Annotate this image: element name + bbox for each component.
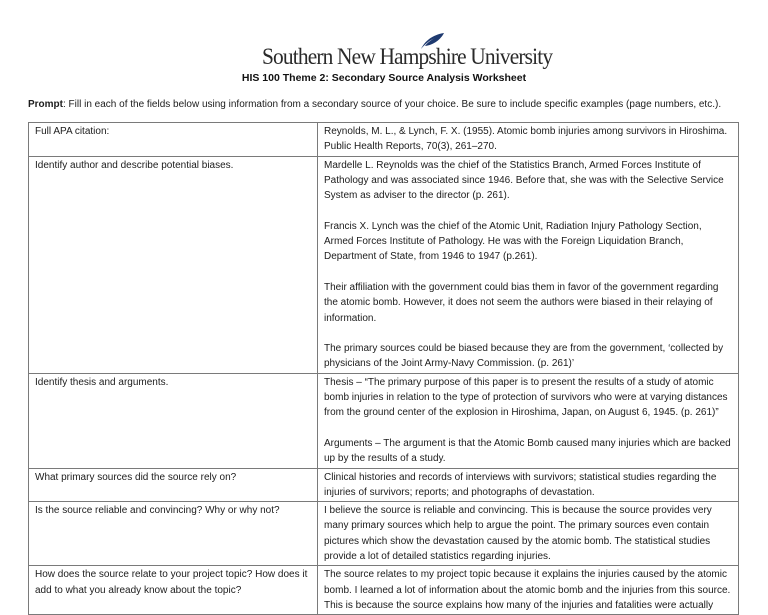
table-row-primary-sources — [29, 468, 739, 502]
answer-paragraph: Reynolds, M. L., & Lynch, F. X. (1955). Atomic bomb injuries among survivors in Hiroshima. Public Health Reports, 70(3), 261–270. — [324, 126, 728, 153]
answer-paragraph: Thesis – “The primary purpose of this paper is to present the results of a study of atomic bomb injuries in relation to the type of protection of survivors who were at varying distances from the ground center of the explosion in Hiroshima, Japan, on August 6, 1945. (p. 261)” — [324, 376, 728, 419]
answer-paragraph: The source relates to my project topic because it explains the injuries caused by the atomic bomb. I learned a lot of information about the atomic bomb and the injuries from this source. This is because the source explains how many of the injuries and fatalities were actually — [324, 569, 731, 611]
prompt-label: Prompt — [28, 99, 63, 110]
document-title: HIS 100 Theme 2: Secondary Source Analysis Worksheet — [241, 72, 527, 84]
question-cell: What primary sources did the source rely on? — [29, 468, 318, 502]
answer-paragraph: Mardelle L. Reynolds was the chief of the Statistics Branch, Armed Forces Institute of Pathology and was associated since 1946. Before that, she was with the Selective Service System as adviser to the director (p. 261). — [324, 159, 724, 202]
university-logo — [262, 36, 553, 69]
question-cell: Identify thesis and arguments. — [29, 373, 318, 468]
answer-paragraph: Their affiliation with the government could bias them in favor of the government regarding the atomic bomb. However, it does not seem the authors were biased in their relaying of information. — [324, 281, 719, 324]
question-cell: Identify author and describe potential biases. — [29, 156, 318, 373]
answer-cell[interactable] — [318, 156, 739, 373]
answer-cell[interactable] — [318, 123, 739, 157]
answer-cell[interactable] — [318, 373, 739, 468]
table-row-citation — [29, 123, 739, 157]
question-cell: How does the source relate to your project topic? How does it add to what you already know about the topic? — [29, 566, 318, 615]
answer-paragraph: The primary sources could be biased because they are from the government, ‘collected by physicians of the Joint Army-Navy Commission. (p. 261)’ — [324, 343, 724, 370]
answer-paragraph: Clinical histories and records of interviews with survivors; statistical studies regarding the injuries of survivors; reports; and photographs of devastation. — [324, 471, 717, 498]
worksheet-table — [28, 122, 739, 615]
prompt-text: : Fill in each of the fields below using information from a secondary source of your choice. Be sure to include specific examples (page numbers, etc.). — [63, 99, 722, 110]
table-row-reliability — [29, 502, 739, 566]
answer-paragraph: I believe the source is reliable and convincing. This is because the source provides very many primary sources which help to argue the point. The primary sources even contain pictures which show the devastation caused by the atomic bomb. The statistical studies provide a lot of detailed statistics regarding injuries. — [324, 505, 712, 563]
answer-paragraph: Arguments – The argument is that the Atomic Bomb caused many injuries which are backed up by the results of a study. — [324, 437, 731, 465]
answer-cell[interactable] — [318, 566, 739, 615]
answer-cell[interactable] — [318, 502, 739, 566]
question-cell: Full APA citation: — [29, 123, 318, 157]
logo-text: Southern New Hampshire University — [262, 44, 553, 69]
table-row-author-biases — [29, 156, 739, 373]
question-cell: Is the source reliable and convincing? Why or why not? — [29, 502, 318, 566]
answer-cell[interactable] — [318, 468, 739, 502]
answer-paragraph: Francis X. Lynch was the chief of the Atomic Unit, Radiation Injury Pathology Section, Armed Forces Institute of Pathology. He was with the Foreign Liquidation Branch, Department of State, from 1946 to 1947 (p.261). — [324, 220, 702, 263]
table-row-thesis-arguments — [29, 373, 739, 468]
table-row-project-relation — [29, 566, 739, 615]
prompt-instructions — [28, 99, 721, 110]
